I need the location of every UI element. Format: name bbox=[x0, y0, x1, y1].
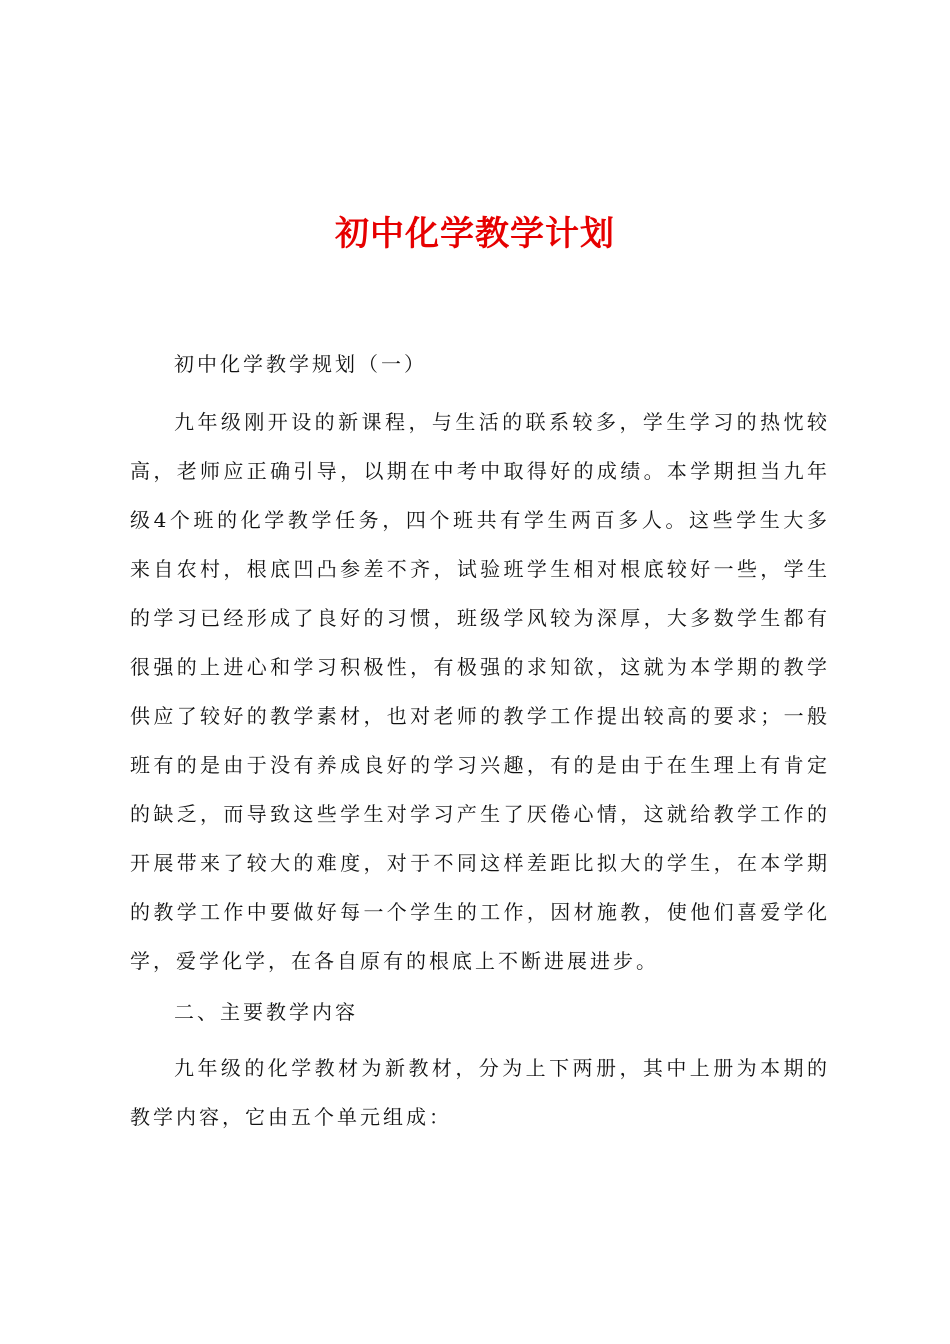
content-paragraph: 九年级的化学教材为新教材，分为上下两册，其中上册为本期的教学内容，它由五个单元组成： bbox=[130, 1056, 830, 1129]
intro-paragraph: 九年级刚开设的新课程，与生活的联系较多，学生学习的热忱较高，老师应正确引导，以期在中考中取得好的成绩。本学期担当九年级4个班的化学教学任务，四个班共有学生两百多人。这些学生大多来自农村，根底凹凸参差不齐，试验班学生相对根底较好一些，学生的学习已经形成了良好的习惯，班级学风较为深厚，大多数学生都有很强的上进心和学习积极性，有极强的求知欲，这就为本学期的教学供应了较好的教学素材，也对老师的教学工作提出较高的要求；一般班有的是由于没有养成良好的学习兴趣，有的是由于在生理上有肯定的缺乏，而导致这些学生对学习产生了厌倦心情，这就给教学工作的开展带来了较大的难度，对于不同这样差距比拟大的学生，在本学期的教学工作中要做好每一个学生的工作，因材施教，使他们喜爱学化学，爱学化学，在各自原有的根底上不断进展进步。 bbox=[130, 410, 830, 973]
section-heading: 初中化学教学规划（一） bbox=[174, 352, 427, 376]
document-title: 初中化学教学计划 bbox=[335, 214, 615, 254]
subheading-main-content: 二、主要教学内容 bbox=[174, 1000, 358, 1024]
